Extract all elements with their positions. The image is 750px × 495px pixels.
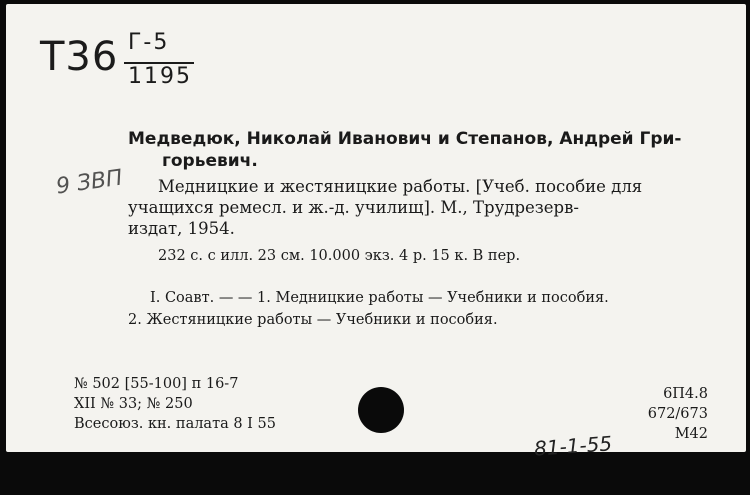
title-line3: издат, 1954. [128,219,235,238]
classification-line1: 6П4.8 [663,386,708,402]
collation-line: 232 с. с илл. 23 см. 10.000 экз. 4 р. 15 к. В пер. [158,248,521,264]
author-heading-line1: Медведюк, Николай Иванович и Степанов, Андрей Гри- [128,129,682,149]
author-heading-line2: горьевич. [162,151,258,171]
subjects-line1: I. Соавт. — — 1. Медницкие работы — Учебники и пособия. [150,290,609,306]
shelf-mark-fraction-bottom: 1195 [128,64,192,89]
punch-hole [358,387,404,433]
margin-handwritten-note: 9 ЗВП [54,165,125,200]
card-number-line2: XII № 33; № 250 [74,396,193,412]
card-number-line3: Всесоюз. кн. палата 8 I 55 [74,416,276,432]
shelf-mark-code: Т36 [40,34,119,80]
shelf-mark-fraction-top: Г-5 [128,30,170,55]
handwritten-date-note: 81-1-55 [533,431,613,461]
subjects-line2: 2. Жестяницкие работы — Учебники и пособия. [128,312,498,328]
card-number-line1: № 502 [55-100] п 16-7 [74,376,239,392]
title-line1: Медницкие и жестяницкие работы. [Учеб. пособие для [158,177,643,196]
classification-line3: М42 [674,426,708,442]
title-line2: учащихся ремесл. и ж.-д. училищ]. М., Трудрезерв- [128,198,579,217]
classification-line2: 672/673 [647,406,708,422]
